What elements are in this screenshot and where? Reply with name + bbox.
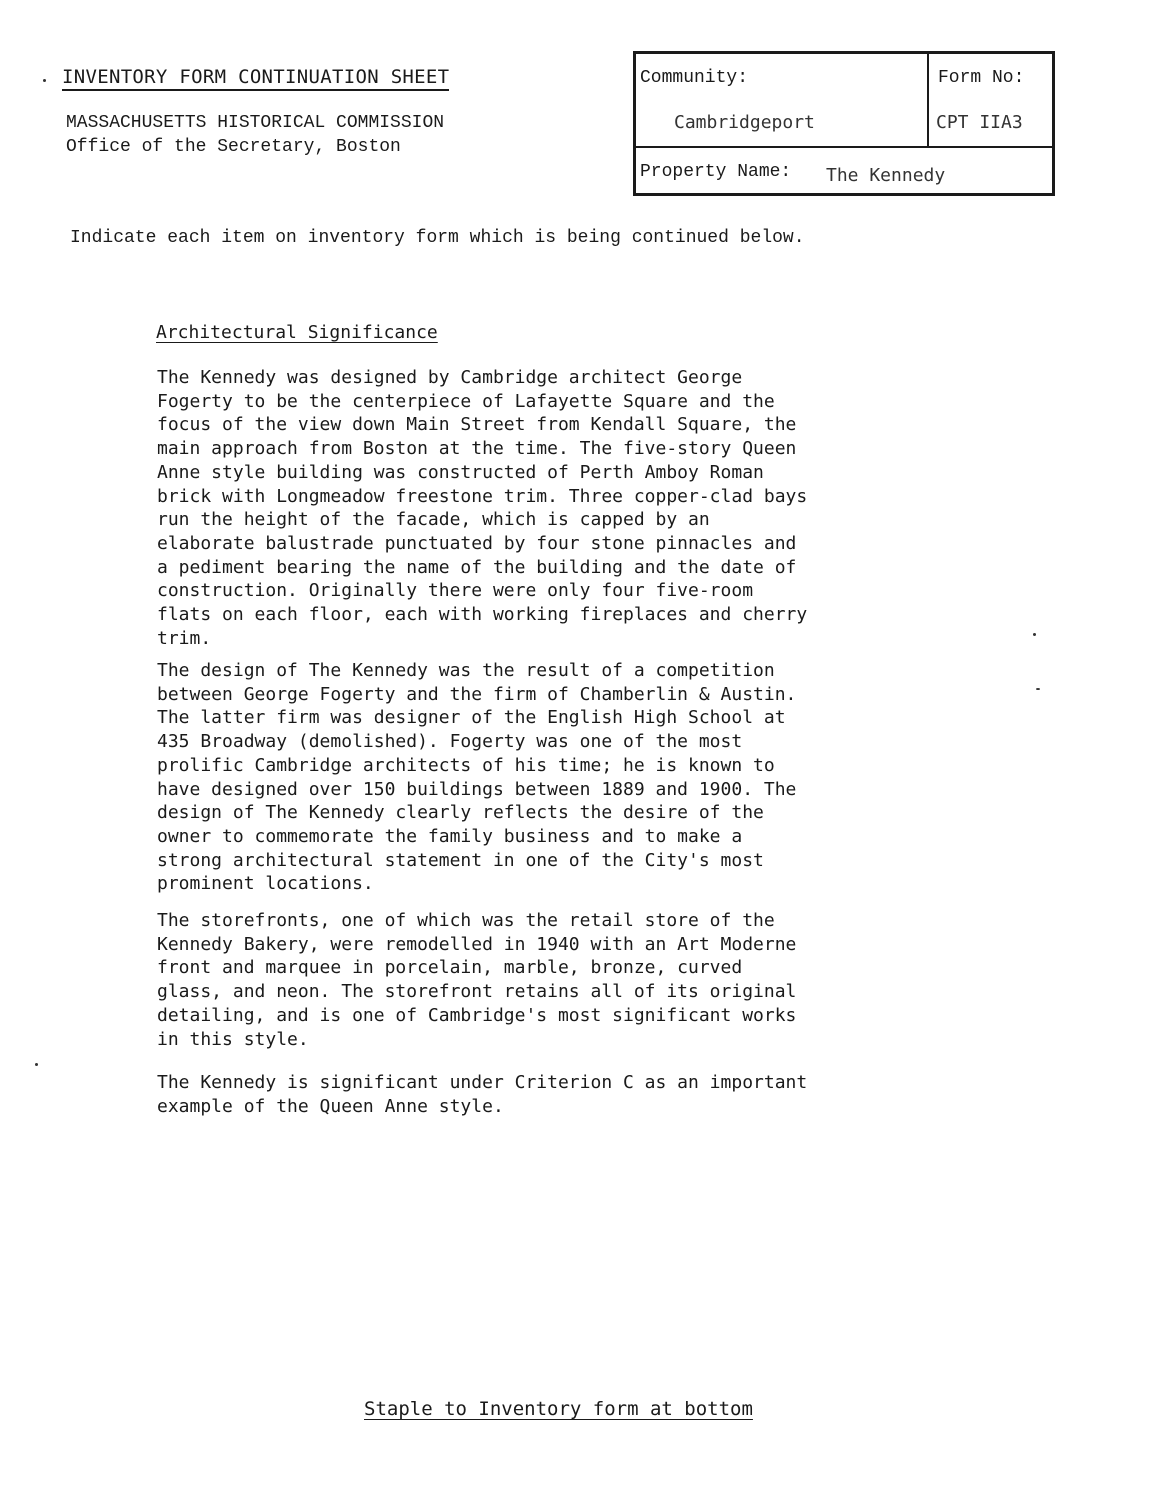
paragraph-line: construction. Originally there were only four five-room <box>157 580 754 602</box>
paragraph-line: The Kennedy is significant under Criterion C as an important <box>157 1072 808 1093</box>
paragraph-line: 435 Broadway (demolished). Fogerty was one of the most <box>157 731 743 753</box>
paragraph-line: focus of the view down Main Street from Kendall Square, the <box>157 414 797 436</box>
paragraph-line: have designed over 150 buildings between 1889 and 1900. The <box>157 778 797 800</box>
office-name: Office of the Secretary, Boston <box>66 137 401 157</box>
scan-speck <box>1036 688 1040 690</box>
paragraph-line: run the height of the facade, which is capped by an <box>157 509 710 531</box>
paragraph-line: detailing, and is one of Cambridge's most significant works <box>157 1004 797 1026</box>
form-info-box <box>633 51 1055 196</box>
paragraph-line: main approach from Boston at the time. The five-story Queen <box>157 438 797 460</box>
paragraph-line: elaborate balustrade punctuated by four stone pinnacles and <box>157 532 797 554</box>
paragraph-line: The latter firm was designer of the English High School at <box>157 707 786 729</box>
staple-instruction: Staple to Inventory form at bottom <box>364 1398 753 1420</box>
scan-speck <box>35 1063 38 1066</box>
community-value: Cambridgeport <box>674 112 815 133</box>
paragraph-line: trim. <box>157 627 212 649</box>
organization-name: MASSACHUSETTS HISTORICAL COMMISSION <box>66 113 445 133</box>
property-name-value: The Kennedy <box>826 165 946 186</box>
paragraph-line: example of the Queen Anne style. <box>157 1095 504 1117</box>
paragraph-line: front and marquee in porcelain, marble, bronze, curved <box>157 957 743 979</box>
paragraph-line: prominent locations. <box>157 873 374 895</box>
community-label: Community: <box>640 68 749 88</box>
paragraph-line: owner to commemorate the family business and to make a <box>157 825 743 847</box>
paragraph-line: The design of The Kennedy was the result of a competition <box>157 660 775 681</box>
paragraph-line: glass, and neon. The storefront retains all of its original <box>157 981 797 1003</box>
paragraph-line: The Kennedy was designed by Cambridge architect George <box>157 367 743 388</box>
paragraph-line: strong architectural statement in one of the City's most <box>157 849 764 871</box>
form-number-label: Form No: <box>938 68 1025 88</box>
section-heading: Architectural Significance <box>156 322 438 343</box>
box-divider-horizontal <box>636 146 1052 148</box>
paragraph-line: Anne style building was constructed of Perth Amboy Roman <box>157 461 764 483</box>
paragraph-line: in this style. <box>157 1028 309 1050</box>
property-name-label: Property Name: <box>640 162 792 182</box>
paragraph <box>157 909 997 1051</box>
paragraph-line: brick with Longmeadow freestone trim. Three copper-clad bays <box>157 485 808 507</box>
paragraph-line: The storefronts, one of which was the retail store of the <box>157 910 775 931</box>
form-title: INVENTORY FORM CONTINUATION SHEET <box>62 66 449 91</box>
paragraph-line: flats on each floor, each with working fireplaces and cherry <box>157 604 808 626</box>
continuation-instruction: Indicate each item on inventory form which is being continued below. <box>70 228 805 248</box>
paragraph-line: a pediment bearing the name of the building and the date of <box>157 556 797 578</box>
paragraph <box>157 659 997 896</box>
paragraph <box>157 366 997 650</box>
box-divider-vertical <box>927 54 929 147</box>
paragraph-line: prolific Cambridge architects of his time; he is known to <box>157 754 775 776</box>
paragraph <box>157 1071 997 1118</box>
scan-speck <box>43 79 46 82</box>
form-number-value: CPT IIA3 <box>936 112 1023 133</box>
paragraph-line: design of The Kennedy clearly reflects the desire of the <box>157 802 764 824</box>
paragraph-line: Fogerty to be the centerpiece of Lafayette Square and the <box>157 390 775 412</box>
scan-speck <box>1033 633 1036 636</box>
paragraph-line: between George Fogerty and the firm of Chamberlin & Austin. <box>157 683 797 705</box>
paragraph-line: Kennedy Bakery, were remodelled in 1940 with an Art Moderne <box>157 933 797 955</box>
